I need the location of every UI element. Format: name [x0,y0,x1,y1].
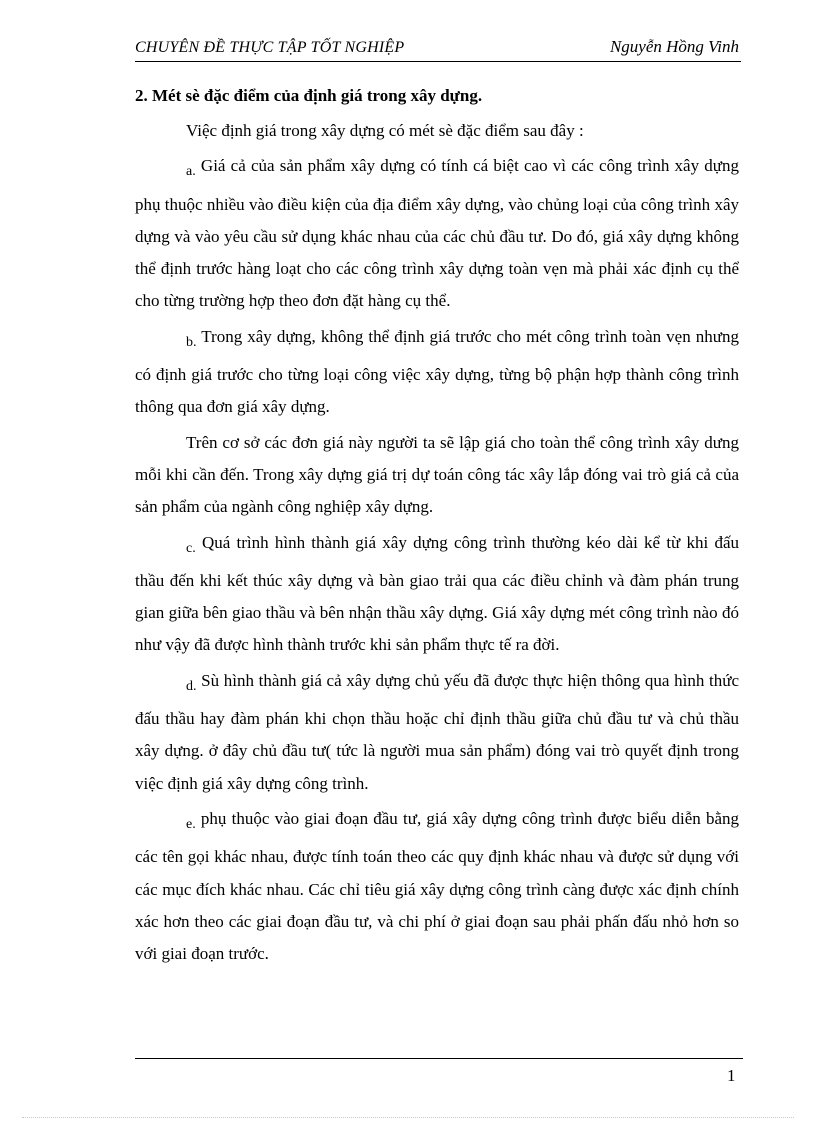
paragraph-b-continued [135,427,739,524]
list-marker: b. [186,334,197,350]
list-marker: a. [186,164,196,180]
list-marker: e. [186,816,196,832]
paragraph-text: Trong xây dựng, không thể định giá trước cho mét công trình toàn vẹn nhưng có định giá trước cho từng loại công việc xây dựng, từng bộ phận hợp thành công trình thông qua đơn giá xây dựng. [135,326,739,417]
footer-divider [135,1058,743,1059]
page-body [135,80,739,970]
paragraph-text: Sù hình thành giá cả xây dựng chủ yếu đã được thực hiện thông qua hình thức đấu thầu hay đàm phán khi chọn thầu hoặc chỉ định thầu giữa chủ đầu tư và chủ thầu xây dựng. ở đây chủ đầu tư( tức là người mua sản phẩm) đóng vai trò quyết định trong việc định giá xây dựng công trình. [135,670,739,793]
section-heading: 2. Mét sè đặc điểm của định giá trong xây dựng. [135,86,483,105]
author-name: Nguyễn Hồng Vinh [609,37,739,56]
paragraph-text: Giá cả của sản phẩm xây dựng có tính cá biệt cao vì các công trình xây dựng phụ thuộc nhiều vào điều kiện của địa điểm xây dựng, vào chủng loại của công trình xây dựng và vào yêu cầu sử dụng khác nhau của các chủ đầu tư. Do đó, giá xây dựng không thể định trước hàng loạt cho các công trình xây dựng toàn vẹn mà phải xác định cụ thể cho từng trường hợp theo đơn đặt hàng cụ thể. [135,156,740,311]
intro-paragraph: Việc định giá trong xây dựng có mét sè đặc điểm sau đây : [186,121,584,140]
paragraph-text: phụ thuộc vào giai đoạn đầu tư, giá xây dựng công trình được biểu diễn bằng các tên gọi khác nhau, được tính toán theo các quy định khác nhau và được sử dụng với các mục đích khác nhau. Các chỉ tiêu giá xây dựng công trình càng được xác định chính xác hơn theo các giai đoạn đầu tư, và chi phí ở giai đoạn sau phải phấn đấu nhỏ hơn so với giai đoạn trước. [135,808,739,964]
page-number: 1 [727,1066,736,1085]
document-title: CHUYÊN ĐỀ THỰC TẬP TỐT NGHIỆP [135,39,405,56]
paragraph-b [135,321,739,424]
list-marker: c. [186,540,196,556]
paragraph-text: Trên cơ sở các đơn giá này người ta sẽ lập giá cho toàn thể công trình xây dưng mỗi khi cần đến. Trong xây dựng giá trị dự toán công tác xây lắp đóng vai trò giá cả của sản phẩm của ngành công nghiệp xây dựng. [135,432,739,517]
paragraph-e [135,803,739,970]
page-header [135,37,741,62]
list-marker: d. [186,678,197,694]
page-edge-divider [22,1117,794,1118]
paragraph-d [135,665,739,800]
paragraph-a [135,150,739,317]
paragraph-text: Quá trình hình thành giá xây dựng công trình thường kéo dài kể từ khi đấu thầu đến khi kết thúc xây dựng và bàn giao trải qua các điều chỉnh và đàm phán trung gian giữa bên giao thầu và bên nhận thầu xây dựng. Giá xây dựng mét công trình nào đó như vậy đã được hình thành trước khi sản phẩm thực tế ra đời. [135,532,740,655]
paragraph-c [135,527,739,662]
